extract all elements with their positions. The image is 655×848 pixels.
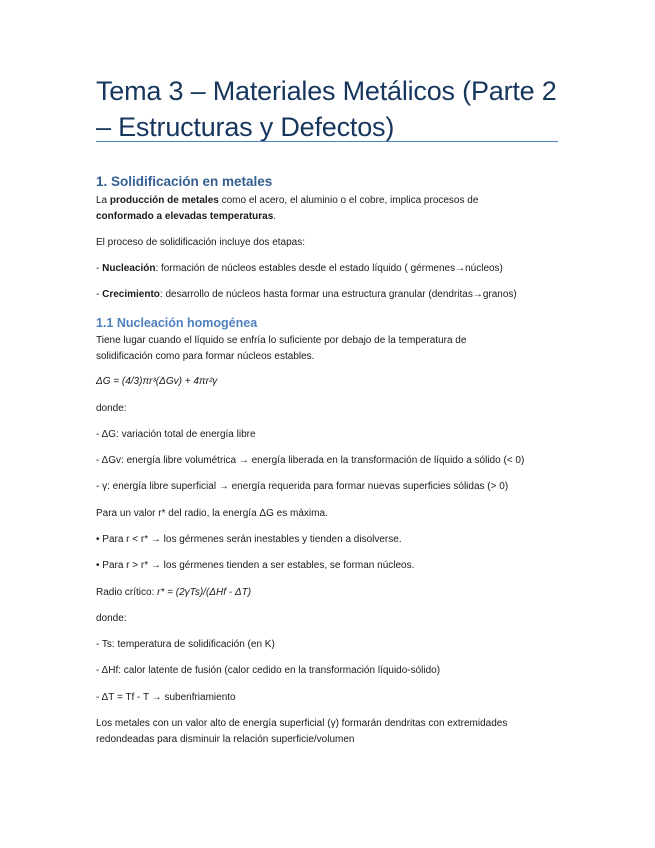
title-underline — [96, 141, 558, 142]
definition-gamma: - γ: energía libre superficial → energía requerida para formar nuevas superficies sólidas (> 0) — [96, 481, 509, 492]
section-heading-nucleacion-homogenea: 1.1 Nucleación homogénea — [96, 316, 258, 330]
donde-label-1: donde: — [96, 403, 127, 414]
paragraph-produccion — [96, 193, 516, 225]
dash: - — [96, 263, 103, 274]
definition-delta-hf: - ΔHf: calor latente de fusión (calor cedido en la transformación líquido-sólido) — [96, 665, 441, 676]
definition-nucleacion: : formación de núcleos estables desde el estado líquido ( gérmenes→núcleos) — [155, 263, 503, 274]
term-nucleacion: Nucleación — [102, 263, 156, 274]
text-fragment: . — [273, 211, 277, 222]
bold-conformado: conformado a elevadas temperaturas — [96, 211, 274, 222]
radio-critico-line — [96, 585, 566, 601]
formula-delta-g: ΔG = (4/3)πr³(ΔGv) + 4πr²γ — [96, 376, 218, 387]
definition-delta-t: - ΔT = Tf - T → subenfriamiento — [96, 692, 236, 703]
radio-critico-label: Radio crítico: — [96, 587, 158, 598]
text-fragment: La — [96, 195, 110, 206]
bullet-r-mayor: • Para r > r* → los gérmenes tienden a ser estables, se forman núcleos. — [96, 560, 415, 571]
term-crecimiento: Crecimiento — [102, 289, 160, 300]
text-fragment: como el acero, el aluminio o el cobre, implica procesos de — [218, 195, 479, 206]
paragraph-conclusion: Los metales con un valor alto de energía superficial (γ) formarán dendritas con extremidades redondeadas para disminuir la relación superficie/volumen — [96, 718, 508, 745]
section-heading-solidificacion: 1. Solidificación en metales — [96, 174, 273, 189]
definition-delta-gv: - ΔGv: energía libre volumétrica → energía liberada en la transformación de líquido a sólido (< 0) — [96, 455, 525, 466]
list-item-nucleacion — [96, 261, 566, 277]
bullet-r-menor: • Para r < r* → los gérmenes serán inestables y tienden a disolverse. — [96, 534, 402, 545]
formula-radio-critico: r* = (2γTs)/(ΔHf - ΔT) — [157, 587, 252, 598]
page-title: Tema 3 – Materiales Metálicos (Parte 2 – Estructuras y Defectos) — [96, 76, 557, 142]
donde-label-2: donde: — [96, 613, 127, 624]
paragraph-etapas: El proceso de solidificación incluye dos etapas: — [96, 237, 306, 248]
definition-ts: - Ts: temperatura de solidificación (en K) — [96, 639, 275, 650]
bold-produccion: producción de metales — [109, 195, 219, 206]
paragraph-r-star: Para un valor r* del radio, la energía ΔG es máxima. — [96, 508, 328, 519]
paragraph-nucleacion-intro: Tiene lugar cuando el líquido se enfría lo suficiente por debajo de la temperatura de solidificación como para formar núcleos estables. — [96, 335, 467, 362]
definition-delta-g: - ΔG: variación total de energía libre — [96, 429, 256, 440]
dash: - — [96, 289, 103, 300]
list-item-crecimiento — [96, 287, 566, 303]
definition-crecimiento: : desarrollo de núcleos hasta formar una estructura granular (dendritas→granos) — [159, 289, 517, 300]
